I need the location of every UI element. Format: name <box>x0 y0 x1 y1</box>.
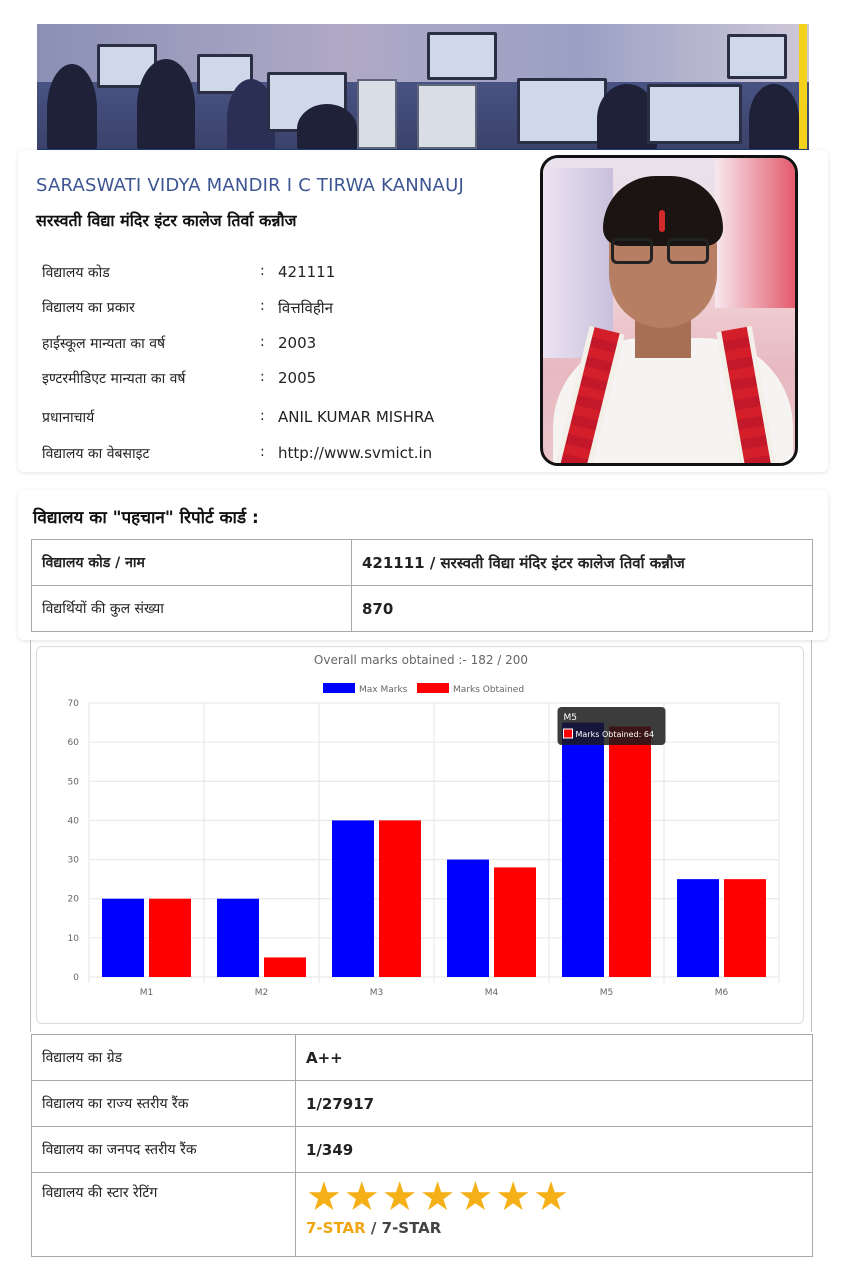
y-tick-label: 40 <box>67 816 79 827</box>
info-colon: : <box>260 408 265 424</box>
bar-max-marks <box>562 723 604 977</box>
info-label: प्रधानाचार्य <box>42 410 95 426</box>
info-label: इण्टरमीडिएट मान्यता का वर्ष <box>42 371 186 387</box>
info-row-website[interactable] <box>42 444 522 468</box>
table-row <box>32 586 813 632</box>
info-colon: : <box>260 369 265 385</box>
table-row <box>32 1173 813 1257</box>
table-row <box>32 540 813 586</box>
state-rank-value: 1/27917 <box>296 1081 813 1127</box>
bar-marks-obtained <box>264 957 306 977</box>
tooltip-swatch <box>564 729 573 738</box>
info-value: 2005 <box>278 369 317 387</box>
y-tick-label: 70 <box>67 699 79 709</box>
report-table <box>31 539 813 632</box>
bar-marks-obtained <box>379 820 421 977</box>
star-rating-cell <box>296 1173 813 1257</box>
info-row-intermediate-year <box>42 369 522 393</box>
row-label: विद्यर्थियों की कुल संख्या <box>32 586 352 632</box>
principal-photo <box>540 155 798 466</box>
school-name-english: SARASWATI VIDYA MANDIR I C TIRWA KANNAUJ <box>36 175 464 196</box>
row-value: 870 <box>352 586 813 632</box>
info-colon: : <box>260 444 265 460</box>
info-label: हाईस्कूल मान्यता का वर्ष <box>42 336 166 352</box>
banner-image <box>37 24 809 152</box>
star-icon: ★ <box>381 1174 418 1220</box>
marks-bar-chart <box>37 647 805 1025</box>
row-label: विद्यालय का राज्य स्तरीय रैंक <box>32 1081 296 1127</box>
bar-max-marks <box>332 820 374 977</box>
info-row-type <box>42 298 522 322</box>
y-tick-label: 20 <box>67 894 79 905</box>
y-tick-label: 30 <box>67 855 79 866</box>
summary-table <box>31 1034 813 1257</box>
legend-label: Max Marks <box>359 685 408 695</box>
grade-value: A++ <box>296 1035 813 1081</box>
chart-card <box>36 646 804 1024</box>
tooltip-title: M5 <box>563 713 577 723</box>
star-icon: ★ <box>457 1174 494 1220</box>
bar-max-marks <box>447 860 489 977</box>
legend-swatch <box>417 683 449 693</box>
info-row-principal <box>42 408 522 432</box>
info-label: विद्यालय का वेबसाइट <box>42 446 150 462</box>
x-tick-label: M6 <box>714 988 729 998</box>
star-rating <box>306 1174 802 1220</box>
chart-title: Overall marks obtained :- 182 / 200 <box>313 653 529 667</box>
table-row <box>32 1127 813 1173</box>
bar-max-marks <box>677 879 719 977</box>
website-link[interactable]: http://www.svmict.in <box>278 444 433 462</box>
star-rating-achieved: 7-STAR <box>306 1219 366 1237</box>
info-colon: : <box>260 298 265 314</box>
table-row <box>32 1081 813 1127</box>
star-icon: ★ <box>533 1174 570 1220</box>
bar-marks-obtained <box>494 867 536 977</box>
legend-swatch <box>323 683 355 693</box>
x-tick-label: M1 <box>139 988 154 998</box>
table-row <box>32 1035 813 1081</box>
x-tick-label: M2 <box>254 988 269 998</box>
star-icon: ★ <box>343 1174 380 1220</box>
tooltip-text: Marks Obtained: 64 <box>575 730 655 739</box>
star-rating-max: 7-STAR <box>381 1219 442 1237</box>
school-name-hindi: सरस्वती विद्या मंदिर इंटर कालेज तिर्वा कन्नौज <box>36 211 297 230</box>
info-row-highschool-year <box>42 334 522 358</box>
x-tick-label: M3 <box>369 988 384 998</box>
y-tick-label: 50 <box>67 777 79 788</box>
bar-max-marks <box>102 899 144 977</box>
info-colon: : <box>260 334 265 350</box>
y-tick-label: 10 <box>67 933 79 944</box>
row-label: विद्यालय कोड / नाम <box>32 540 352 586</box>
star-rating-separator: / <box>365 1219 382 1237</box>
info-value: वित्तविहीन <box>278 299 333 317</box>
row-label: विद्यालय की स्टार रेटिंग <box>32 1173 296 1257</box>
legend-label: Marks Obtained <box>453 685 525 695</box>
info-value: 2003 <box>278 334 317 352</box>
bar-max-marks <box>217 899 259 977</box>
star-rating-text <box>306 1219 802 1237</box>
bar-marks-obtained <box>724 879 766 977</box>
info-value: 421111 <box>278 263 336 281</box>
bar-marks-obtained <box>609 726 651 977</box>
bar-marks-obtained <box>149 899 191 977</box>
row-value: 421111 / सरस्वती विद्या मंदिर इंटर कालेज तिर्वा कन्नौज <box>352 540 813 586</box>
y-tick-label: 0 <box>73 973 79 983</box>
x-tick-label: M5 <box>599 988 614 998</box>
district-rank-value: 1/349 <box>296 1127 813 1173</box>
info-label: विद्यालय कोड <box>42 265 110 281</box>
star-icon: ★ <box>306 1174 342 1220</box>
info-row-code <box>42 263 522 287</box>
star-icon: ★ <box>495 1174 532 1220</box>
row-label: विद्यालय का जनपद स्तरीय रैंक <box>32 1127 296 1173</box>
info-label: विद्यालय का प्रकार <box>42 300 135 316</box>
report-card-title: विद्यालय का "पहचान" रिपोर्ट कार्ड : <box>33 508 259 528</box>
x-tick-label: M4 <box>484 988 499 998</box>
info-value: ANIL KUMAR MISHRA <box>278 408 435 426</box>
info-colon: : <box>260 263 265 279</box>
y-tick-label: 60 <box>67 738 79 749</box>
row-label: विद्यालय का ग्रेड <box>32 1035 296 1081</box>
star-icon: ★ <box>419 1174 456 1220</box>
